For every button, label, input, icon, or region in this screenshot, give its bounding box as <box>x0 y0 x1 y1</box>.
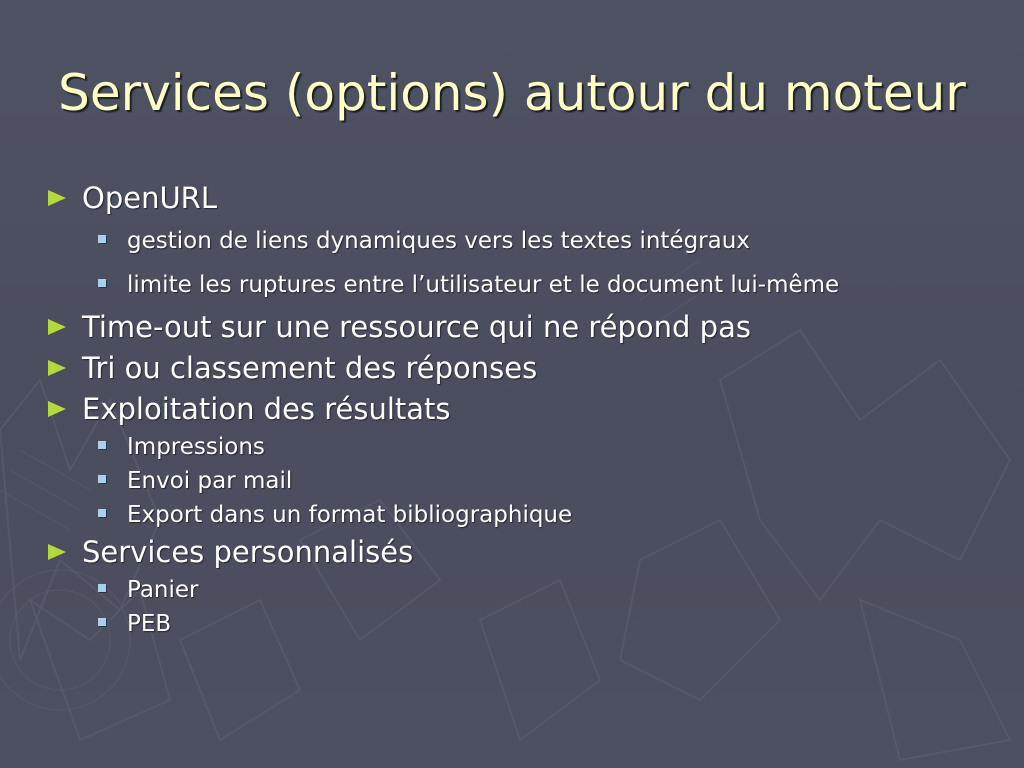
sub-bullet-export <box>48 498 1008 532</box>
bullet-tri <box>48 348 1008 389</box>
square-bullet-icon <box>98 584 106 592</box>
sub-bullet-text: gestion de liens dynamiques vers les textes intégraux <box>127 228 750 254</box>
bullet-text: Time-out sur une ressource qui ne répond pas <box>82 310 751 344</box>
arrow-bullet-icon <box>48 319 66 335</box>
sub-bullet-liens-dynamiques <box>48 219 1008 263</box>
arrow-bullet-icon <box>48 401 66 417</box>
bullet-list <box>48 178 1008 641</box>
sub-bullet-peb <box>48 607 1008 641</box>
sub-bullet-text: Envoi par mail <box>127 468 293 494</box>
sub-bullet-panier <box>48 573 1008 607</box>
sub-bullet-envoi <box>48 464 1008 498</box>
bullet-text: Services personnalisés <box>82 535 414 569</box>
sub-bullet-ruptures <box>48 263 1008 307</box>
arrow-bullet-icon <box>48 544 66 560</box>
bullet-exploitation <box>48 389 1008 430</box>
square-bullet-icon <box>98 475 106 483</box>
square-bullet-icon <box>98 509 106 517</box>
sub-bullet-text: Export dans un format bibliographique <box>127 502 573 528</box>
bullet-text: Exploitation des résultats <box>82 392 451 426</box>
slide-title: Services (options) autour du moteur <box>58 64 966 122</box>
bullet-openurl <box>48 178 1008 219</box>
bullet-text: OpenURL <box>82 181 217 215</box>
square-bullet-icon <box>98 618 106 626</box>
square-bullet-icon <box>98 235 106 243</box>
sub-bullet-text: Panier <box>127 577 199 603</box>
bullet-services-personnalises <box>48 532 1008 573</box>
square-bullet-icon <box>98 279 106 287</box>
arrow-bullet-icon <box>48 190 66 206</box>
sub-bullet-impressions <box>48 430 1008 464</box>
arrow-bullet-icon <box>48 360 66 376</box>
square-bullet-icon <box>98 441 106 449</box>
bullet-text: Tri ou classement des réponses <box>82 351 538 385</box>
sub-bullet-text: limite les ruptures entre l’utilisateur et le document lui-même <box>127 272 840 298</box>
sub-bullet-text: Impressions <box>127 434 265 460</box>
bullet-time-out <box>48 307 1008 348</box>
sub-bullet-text: PEB <box>127 611 172 637</box>
